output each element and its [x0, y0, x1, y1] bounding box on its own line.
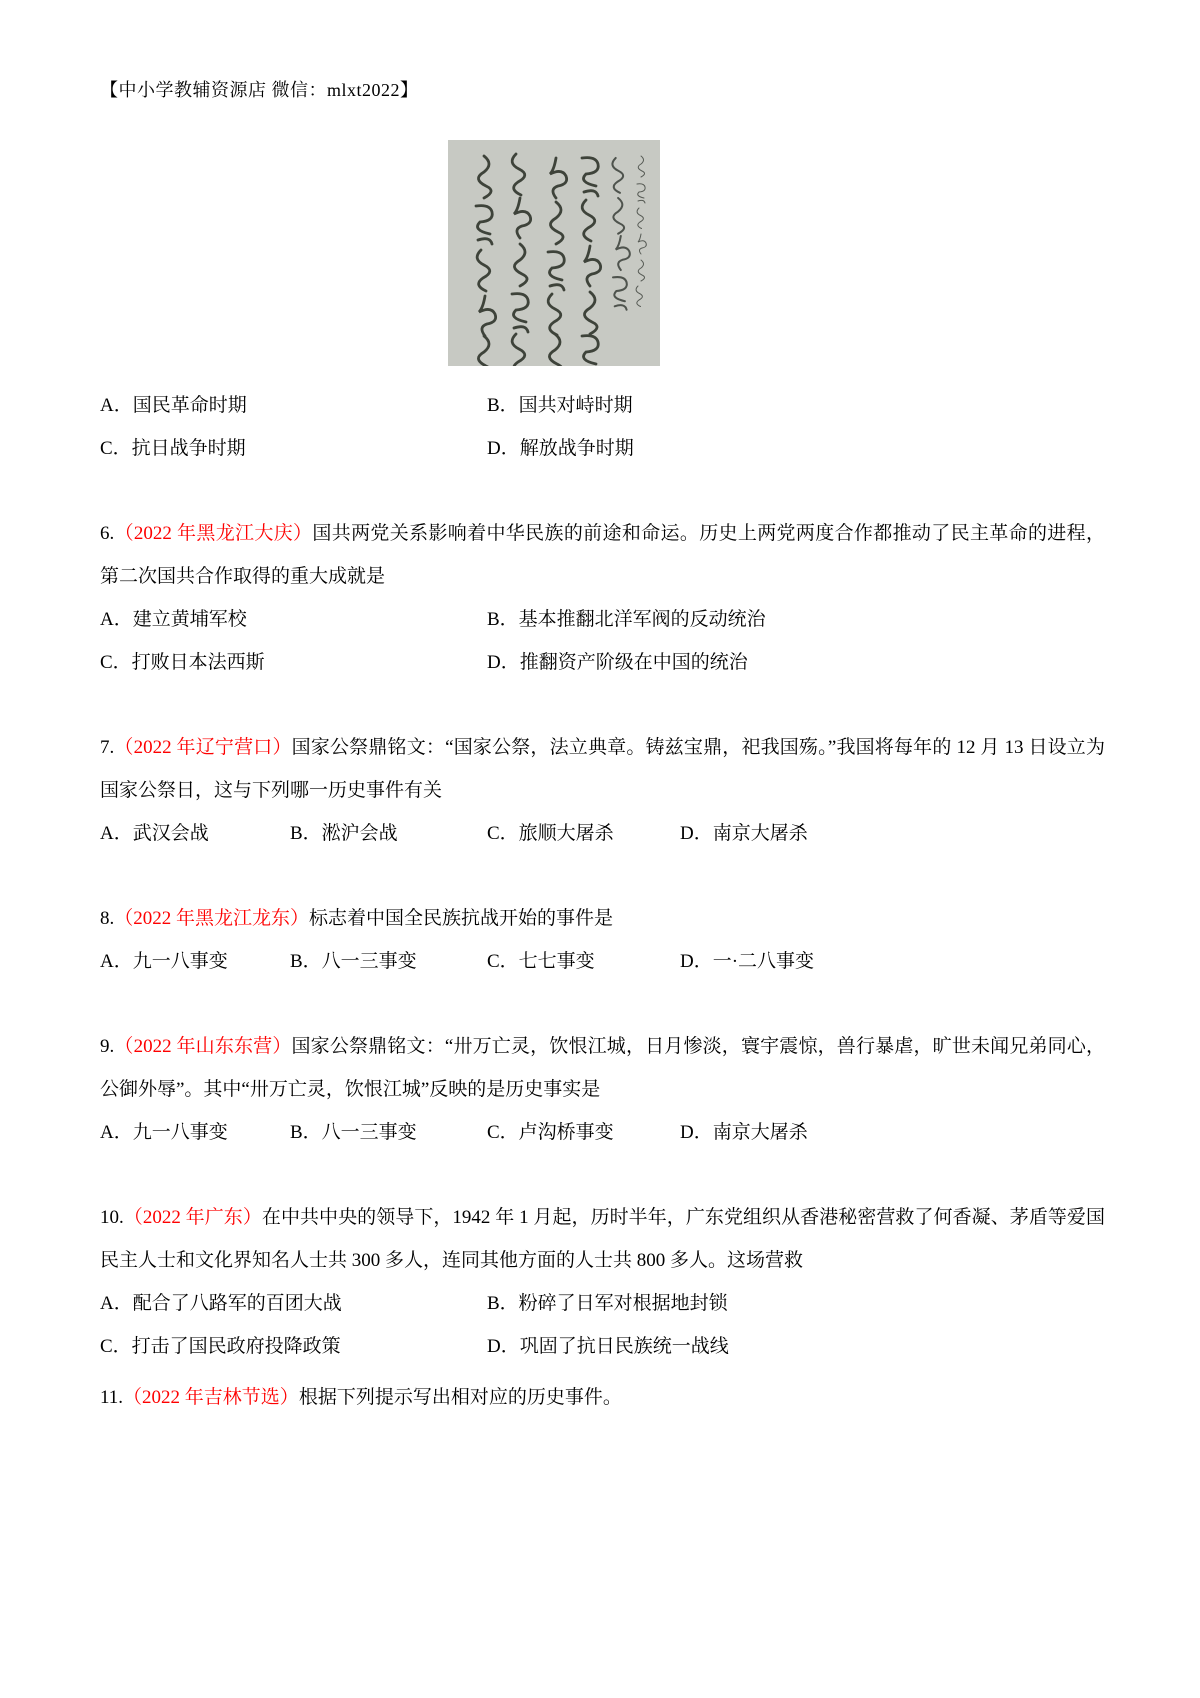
- question-10-options: [100, 1282, 1105, 1368]
- option-b: B．八一三事变: [290, 1122, 417, 1143]
- question-11: [100, 1376, 1105, 1419]
- question-number: 9.: [100, 1036, 115, 1057]
- question-source: （2022 年山东东营）: [114, 1036, 292, 1057]
- question-text: 在中共中央的领导下，1942 年 1 月起，历时半年，广东党组织从香港秘密营救了何香凝、茅盾等爱国民主人士和文化界知名人士共 300 多人，连同其他方面的人士共 800 多人。这场营救: [100, 1207, 1105, 1271]
- option-a: A．建立黄埔军校: [100, 609, 247, 630]
- question-10: [100, 1196, 1105, 1368]
- question-source: （2022 年广东）: [123, 1207, 262, 1228]
- option-d: D．南京大屠杀: [680, 1122, 808, 1143]
- question-9-stem: [100, 1025, 1105, 1111]
- option-c: C．七七事变: [487, 951, 595, 972]
- question-6-options: [100, 598, 1105, 684]
- option-a: A．国民革命时期: [100, 395, 247, 416]
- question-11-stem: [100, 1376, 1105, 1419]
- option-a: A．九一八事变: [100, 1122, 228, 1143]
- question-text: 国共两党关系影响着中华民族的前途和命运。历史上两党两度合作都推动了民主革命的进程，第二次国共合作取得的重大成就是: [100, 523, 1105, 587]
- question5-options: [100, 384, 1105, 470]
- option-c: C．抗日战争时期: [100, 438, 246, 459]
- question-9-options: [100, 1111, 1105, 1154]
- option-a: A．武汉会战: [100, 823, 209, 844]
- question-10-stem: [100, 1196, 1105, 1282]
- option-c: C．打败日本法西斯: [100, 652, 265, 673]
- question-source: （2022 年黑龙江大庆）: [114, 523, 313, 544]
- option-d: D．巩固了抗日民族统一战线: [487, 1336, 729, 1357]
- option-b: B．八一三事变: [290, 951, 417, 972]
- question-8: [100, 897, 1105, 983]
- option-b: B．粉碎了日军对根据地封锁: [487, 1293, 728, 1314]
- store-watermark: 【中小学教辅资源店 微信：mlxt2022】: [100, 80, 419, 100]
- question-7-stem: [100, 726, 1105, 812]
- option-b: B．国共对峙时期: [487, 395, 633, 416]
- option-d: D．一·二八事变: [680, 951, 815, 972]
- question-7-options: [100, 812, 1105, 855]
- option-d: D．南京大屠杀: [680, 823, 808, 844]
- option-d: D．推翻资产阶级在中国的统治: [487, 652, 748, 673]
- question-text: 国家公祭鼎铭文：“卅万亡灵，饮恨江城，日月惨淡，寰宇震惊，兽行暴虐，旷世未闻兄弟同心，公御外辱”。其中“卅万亡灵，饮恨江城”反映的是历史事实是: [100, 1036, 1105, 1100]
- question-number: 10.: [100, 1207, 124, 1228]
- question-8-options: [100, 940, 1105, 983]
- option-a: A．配合了八路军的百团大战: [100, 1293, 342, 1314]
- question-number: 7.: [100, 737, 115, 758]
- option-d: D．解放战争时期: [487, 438, 634, 459]
- question-source: （2022 年吉林节选）: [123, 1387, 299, 1408]
- question-source: （2022 年辽宁营口）: [114, 737, 292, 758]
- question-number: 11.: [100, 1387, 124, 1408]
- question-6-stem: [100, 512, 1105, 598]
- question-text: 国家公祭鼎铭文：“国家公祭，法立典章。铸兹宝鼎，祀我国殇。”我国将每年的 12 月 13 日设立为国家公祭日，这与下列哪一历史事件有关: [100, 737, 1105, 801]
- question-text: 根据下列提示写出相对应的历史事件。: [298, 1387, 622, 1408]
- calligraphy-image: [448, 140, 660, 366]
- option-c: C．旅顺大屠杀: [487, 823, 614, 844]
- question-source: （2022 年黑龙江龙东）: [114, 908, 310, 929]
- option-c: C．卢沟桥事变: [487, 1122, 614, 1143]
- calligraphy-strokes-icon: [448, 140, 660, 366]
- question-6: [100, 512, 1105, 684]
- question-text: 标志着中国全民族抗战开始的事件是: [309, 908, 614, 929]
- option-a: A．九一八事变: [100, 951, 228, 972]
- question-number: 8.: [100, 908, 115, 929]
- question-9: [100, 1025, 1105, 1154]
- question-8-stem: [100, 897, 1105, 940]
- option-c: C．打击了国民政府投降政策: [100, 1336, 341, 1357]
- question-number: 6.: [100, 523, 115, 544]
- option-b: B．基本推翻北洋军阀的反动统治: [487, 609, 766, 630]
- question-7: [100, 726, 1105, 855]
- option-b: B．淞沪会战: [290, 823, 398, 844]
